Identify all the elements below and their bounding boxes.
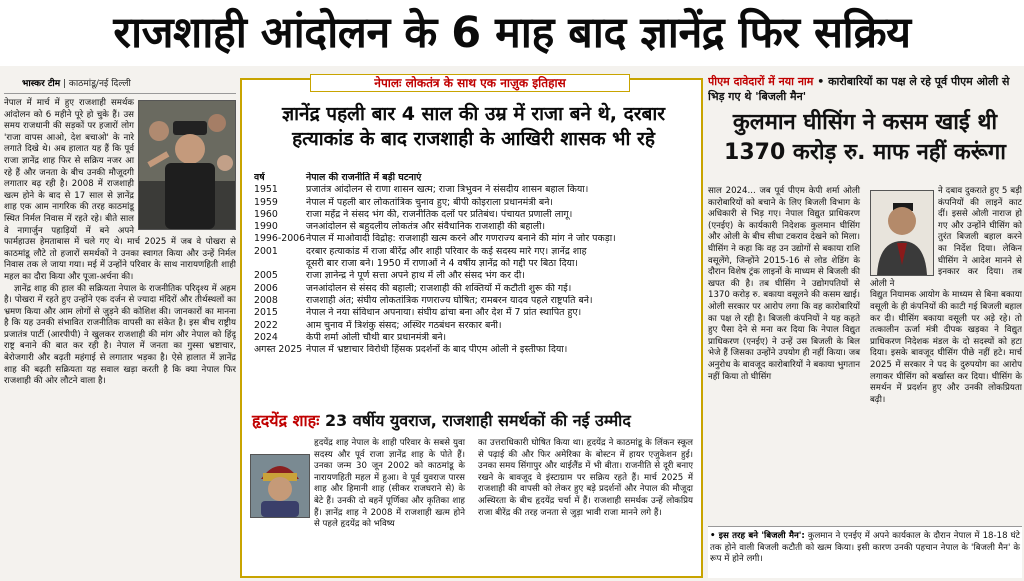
center-body-1: हृदयेंद्र शाह नेपाल के शाही परिवार के सबसे युवा सदस्य और पूर्व राजा ज्ञानेंद्र शाह के पोते हैं। उनका जन्म 30 जून 2002 को काठमांडू के नारायणहिती महल में हुआ। वे पूर्व युवराज पारस शाह और हिमानी शाह (सीकर राजघराने से) के बेटे हैं। उनकी दो बहनें पूर्णिका और कृतिका शाह हैं। ज्ञानेंद्र शाह ने 2008 में राजशाही खत्म होने से पहले हृदयेंद्र को भविष्य xyxy=(314,438,465,530)
byline-name: भास्कर टीम xyxy=(22,79,61,89)
timeline-event: नेपाल में भ्रष्टाचार विरोधी हिंसक प्रदर्शनों के बाद पीएम ओली ने इस्तीफा दिया। xyxy=(306,344,568,356)
timeline-year: 2008 xyxy=(254,294,278,306)
timeline-event: राजा ज्ञानेन्द्र ने पूर्ण सत्ता अपने हाथ में ली और संसद भंग कर दी। xyxy=(306,270,525,282)
right-column xyxy=(708,74,1022,578)
timeline-year: अगस्त 2025 xyxy=(254,344,303,356)
center-tag: नेपालः लोकतंत्र के साथ एक नाज़ुक इतिहास xyxy=(310,74,630,92)
timeline-header xyxy=(254,172,699,184)
timeline-event: आम चुनाव में त्रिशंकु संसद; अस्थिर गठबंधन सरकार बनी। xyxy=(306,319,502,331)
gyanendra-photo xyxy=(138,100,236,230)
subhead-black: 23 वर्षीय युवराज, राजशाही समर्थकों की नई उम्मीद xyxy=(324,411,631,430)
subhead-red: हृदयेंद्र शाहः xyxy=(252,411,320,430)
main-headline: राजशाही आंदोलन के 6 माह बाद ज्ञानेंद्र फिर सक्रिय xyxy=(0,0,1024,66)
center-body-left xyxy=(250,438,465,578)
center-body-2: का उत्तराधिकारी घोषित किया था। हृदयेंद्र ने काठमांडू के लिंकन स्कूल से पढ़ाई की और फिर अमेरिका के बोस्टन में हायर एजुकेशन हुई। उनका समय सिंगापुर और थाईलैंड में भी बीता। राजनीति से दूरी बनाए रखने के बावजूद वे इंस्टाग्राम पर सक्रिय रहते हैं। मार्च 2025 में राजशाही की वापसी को लेकर हुए बड़े प्रदर्शनों और नेपाल की मौजूदा अस्थिरता के बीच हृदयेंद्र चर्चा में हैं। राजशाही समर्थक उन्हें लोकप्रिय राजा बीरेंद्र की तरह जनता से जुड़ा भावी राजा मानने लगे हैं। xyxy=(478,438,693,518)
timeline-year: 1951 xyxy=(254,184,278,196)
right-kicker-red: पीएम दावेदारों में नया नाम xyxy=(708,75,814,88)
timeline-row xyxy=(254,221,699,233)
timeline-row xyxy=(254,197,699,209)
right-headline: कुलमान घीसिंग ने कसम खाई थी 1370 करोड़ रु. माफ नहीं करूंगा xyxy=(724,110,1006,165)
timeline-event: दरबार हत्याकांड में राजा बीरेंद्र और शाही परिवार के कई सदस्य मारे गए। ज्ञानेंद्र शाह xyxy=(306,245,587,257)
right-col-2-top: ने दबाव दुकराते हुए 5 बड़ी कंपनियों की लाइनें काट दीं। इससे ओली नाराज हो गए और उन्होंने घीसिंग को तुरंत बिजली बहाल करने का निर्देश दिया। लेकिन घीसिंग ने आदेश मानने से इनकार कर दिया। तब ओली ने xyxy=(870,186,1022,289)
timeline-year xyxy=(254,258,306,270)
byline-place: काठमांडू/नई दिल्ली xyxy=(68,79,131,89)
timeline-event: नेपाल ने नया संविधान अपनाया। संघीय ढांचा बना और देश में 7 प्रांत स्थापित हुए। xyxy=(306,307,582,319)
hridayendra-subhead xyxy=(252,410,695,432)
timeline-row xyxy=(254,246,699,258)
right-col-1: साल 2024... जब पूर्व पीएम केपी शर्मा ओली कारोबारियों को बचाने के लिए बिजली विभाग के अधिकारी से भिड़ गए। नेपाल विद्युत प्राधिकरण (एनईए) के कार्यकारी निदेशक कुलमान घीसिंग और ओली के बीच सीधा टकराव देखने को मिला। घीसिंग ने कहा कि वह उन उद्योगों से बकाया राशि वसूलेंगे, जिन्होंने 2015-16 से लोड शेडिंग के दौरान विशेष ट्रंक लाइनों के माध्यम से बिजली की खपत की है। तब घीसिंग ने उद्योगपतियों से 1370 करोड़ रु. बकाया वसूलने की कसम खाई। ओली सरकार पर आरोप लगा कि वह कारोबारियों का पक्ष ले रही है। बिजली कंपनियों ने यह कहते हुए पैसा देने से मना कर दिया कि नेपाल विद्युत प्राधिकरण (एनईए) ने उन्हें उस बिजली के बिल भेजे हैं जिसका उन्होंने उपयोग ही नहीं किया। जब अनुरोध के बावजूद कारोबारियों ने बकाया भुगतान नहीं किया तो घीसिंग xyxy=(708,186,860,382)
timeline-year: 1959 xyxy=(254,196,278,208)
timeline-event: जनआंदोलन से संसद की बहाली; राजशाही की शक्तियों में कटौती शुरू की गई। xyxy=(306,282,572,294)
left-paragraph-2: ज्ञानेंद्र शाह की हाल की सक्रियता नेपाल के राजनीतिक परिदृश्य में अहम है। पोखरा में रहते हुए उन्होंने एक दर्जन से ज्यादा मंदिरों और तीर्थस्थलों का भ्रमण किया और आम लोगों से जुड़ने की कोशिश की। जानकारों का मानना है कि यह उनकी संभावित राजनीतिक वापसी का संकेत है। इस बीच राष्ट्रीय प्रजातंत्र पार्टी (आरपीपी) ने खुलकर राजशाही की मांग और नेपाल को हिंदू राष्ट्र बनाने की बात कर रही है। नेपाल में जनता का गुस्सा भ्रष्टाचार, बेरोजगारी और बढ़ती महंगाई से लगातार भड़का है। ऐसे हालात में ज्ञानेंद्र शाह की बढ़ती सक्रियता यह सवाल खड़ा करती है कि क्या नेपाल फिर राजशाही की ओर लौटने वाला है। xyxy=(4,283,236,387)
timeline-row xyxy=(254,184,699,196)
timeline-year: 1996-2006 xyxy=(254,233,306,245)
timeline-row xyxy=(254,270,699,282)
right-kicker xyxy=(708,74,1022,104)
timeline-event: राजा महेंद्र ने संसद भंग की, राजनीतिक दलों पर प्रतिबंध। पंचायत प्रणाली लागू। xyxy=(306,208,573,220)
timeline-year: 2015 xyxy=(254,307,278,319)
timeline-table xyxy=(254,172,699,356)
timeline-year: 1990 xyxy=(254,221,278,233)
timeline-event: जनआंदोलन से बहुदलीय लोकतंत्र और संवैधानिक राजशाही की बहाली। xyxy=(306,221,546,233)
timeline-event: नेपाल में माओवादी विद्रोह: राजशाही खत्म करने और गणराज्य बनाने की मांग ने जोर पकड़ा। xyxy=(306,233,616,245)
timeline-year: 1960 xyxy=(254,208,278,220)
timeline-row xyxy=(254,344,699,356)
timeline-row xyxy=(254,295,699,307)
left-paragraph-1: नेपाल में मार्च में हुए राजशाही समर्थक आंदोलन को 6 महीने पूरे हो चुके हैं। उस समय राजधानी की सड़कों पर हजारों लोग 'राजा वापस आओ, देश बचाओ' के नारे लगाते दिखे थे। अब हालात यह हैं कि पूर्व राजा ज्ञानेंद्र शाह फिर से सक्रिय नजर आ रहे हैं और जनता के बीच उनकी मौजूदगी लगातार बढ़ रही है। 2008 में राजशाही खत्म होने के बाद से 17 साल से ज्ञानेंद्र शाह एक आम नागरिक की तरह काठमांडू स्थित निर्मल निवास में रहते रहे। बीते साल वे नागार्जुन पहाड़ियों में बने अपने फार्महाउस हेमताबास में चले गए थे। मार्च 2025 में जब वे पोखरा से काठमांडू लौटे तो हजारों समर्थकों ने उनका स्वागत किया और उन्हें निर्मल निवास तक ले जाया गया। मई में उन्होंने परिवार के साथ नारायणहिती शाही महल का दौरा किया और पूजा-अर्चना की। xyxy=(4,98,236,282)
timeline-row xyxy=(254,209,699,221)
timeline-row xyxy=(254,233,699,245)
timeline-row xyxy=(254,332,699,344)
timeline-year: 2024 xyxy=(254,331,278,343)
right-col-2-bottom: विद्युत नियामक आयोग के माध्यम से बिना बकाया वसूली के ही कंपनियों की काटी गई बिजली बहाल कर दी। घीसिंग बकाया वसूली पर अड़े रहे। तो तत्कालीन ऊर्जा मंत्री दीपक खड़का ने विद्युत प्राधिकरण निदेशक मंडल के दो सदस्यों को हटा दिया। इसके बावजूद घीसिंग पीछे नहीं हटे। मार्च 2025 में सरकार ने पद के दुरुपयोग का आरोप लगाकर घीसिंग को बर्खास्त कर दिया। घीसिंग के समर्थन में प्रदर्शन हुए और उनकी लोकप्रियता बढ़ी। xyxy=(870,290,1022,405)
timeline-event: प्रजातंत्र आंदोलन से राणा शासन खत्म; राजा त्रिभुवन ने संसदीय शासन बहाल किया। xyxy=(306,184,589,196)
timeline-year: 2001 xyxy=(254,245,278,257)
timeline-year: 2005 xyxy=(254,270,278,282)
kulman-photo xyxy=(870,190,934,276)
timeline-row xyxy=(254,283,699,295)
timeline-row xyxy=(254,307,699,319)
timeline-row xyxy=(254,258,699,270)
timeline-year: 2022 xyxy=(254,319,278,331)
footnote-bold: • इस तरह बने 'बिजली मैन': xyxy=(710,531,805,541)
timeline-year: 2006 xyxy=(254,282,278,294)
timeline-header-year: वर्ष xyxy=(254,172,265,183)
timeline-event: राजशाही अंत; संघीय लोकतांत्रिक गणराज्य घोषित; रामबरन यादव पहले राष्ट्रपति बने। xyxy=(306,294,593,306)
timeline-event: दूसरी बार राजा बने। 1950 में राणाओं ने 4 वर्षीय ज्ञानेंद्र को गद्दी पर बिठा दिया। xyxy=(306,258,578,270)
center-headline: ज्ञानेंद्र पहली बार 4 साल की उम्र में राजा बने थे, दरबार हत्याकांड के बाद राजशाही के आखिरी शासक भी रहे xyxy=(281,103,666,150)
left-column xyxy=(4,70,236,578)
bijli-man-footnote xyxy=(708,526,1022,578)
right-kicker-black: • कारोबारियों का पक्ष ले रहे पूर्व पीएम ओली से भिड़ गए थे 'बिजली मैन' xyxy=(708,75,1010,103)
byline: भास्कर टीम | काठमांडू/नई दिल्ली xyxy=(4,70,236,94)
center-box xyxy=(240,78,703,578)
timeline-header-event: नेपाल की राजनीति में बड़ी घटनाएं xyxy=(306,172,422,183)
right-col-2 xyxy=(870,186,1022,406)
hridayendra-photo xyxy=(250,454,310,518)
timeline-event: नेपाल में पहली बार लोकतांत्रिक चुनाव हुए; बीपी कोइराला प्रधानमंत्री बने। xyxy=(306,196,553,208)
footnote-text: कुलमान ने एनईए में अपने कार्यकाल के दौरान नेपाल में 18-18 घंटे तक होने वाली बिजली कटौती को खत्म किया। इसी कारण उनकी पहचान नेपाल के 'बिजली मैन' के रूप में होने लगी। xyxy=(710,531,1020,565)
timeline-event: केपी शर्मा ओली चौथी बार प्रधानमंत्री बने। xyxy=(306,331,447,343)
timeline-row xyxy=(254,320,699,332)
